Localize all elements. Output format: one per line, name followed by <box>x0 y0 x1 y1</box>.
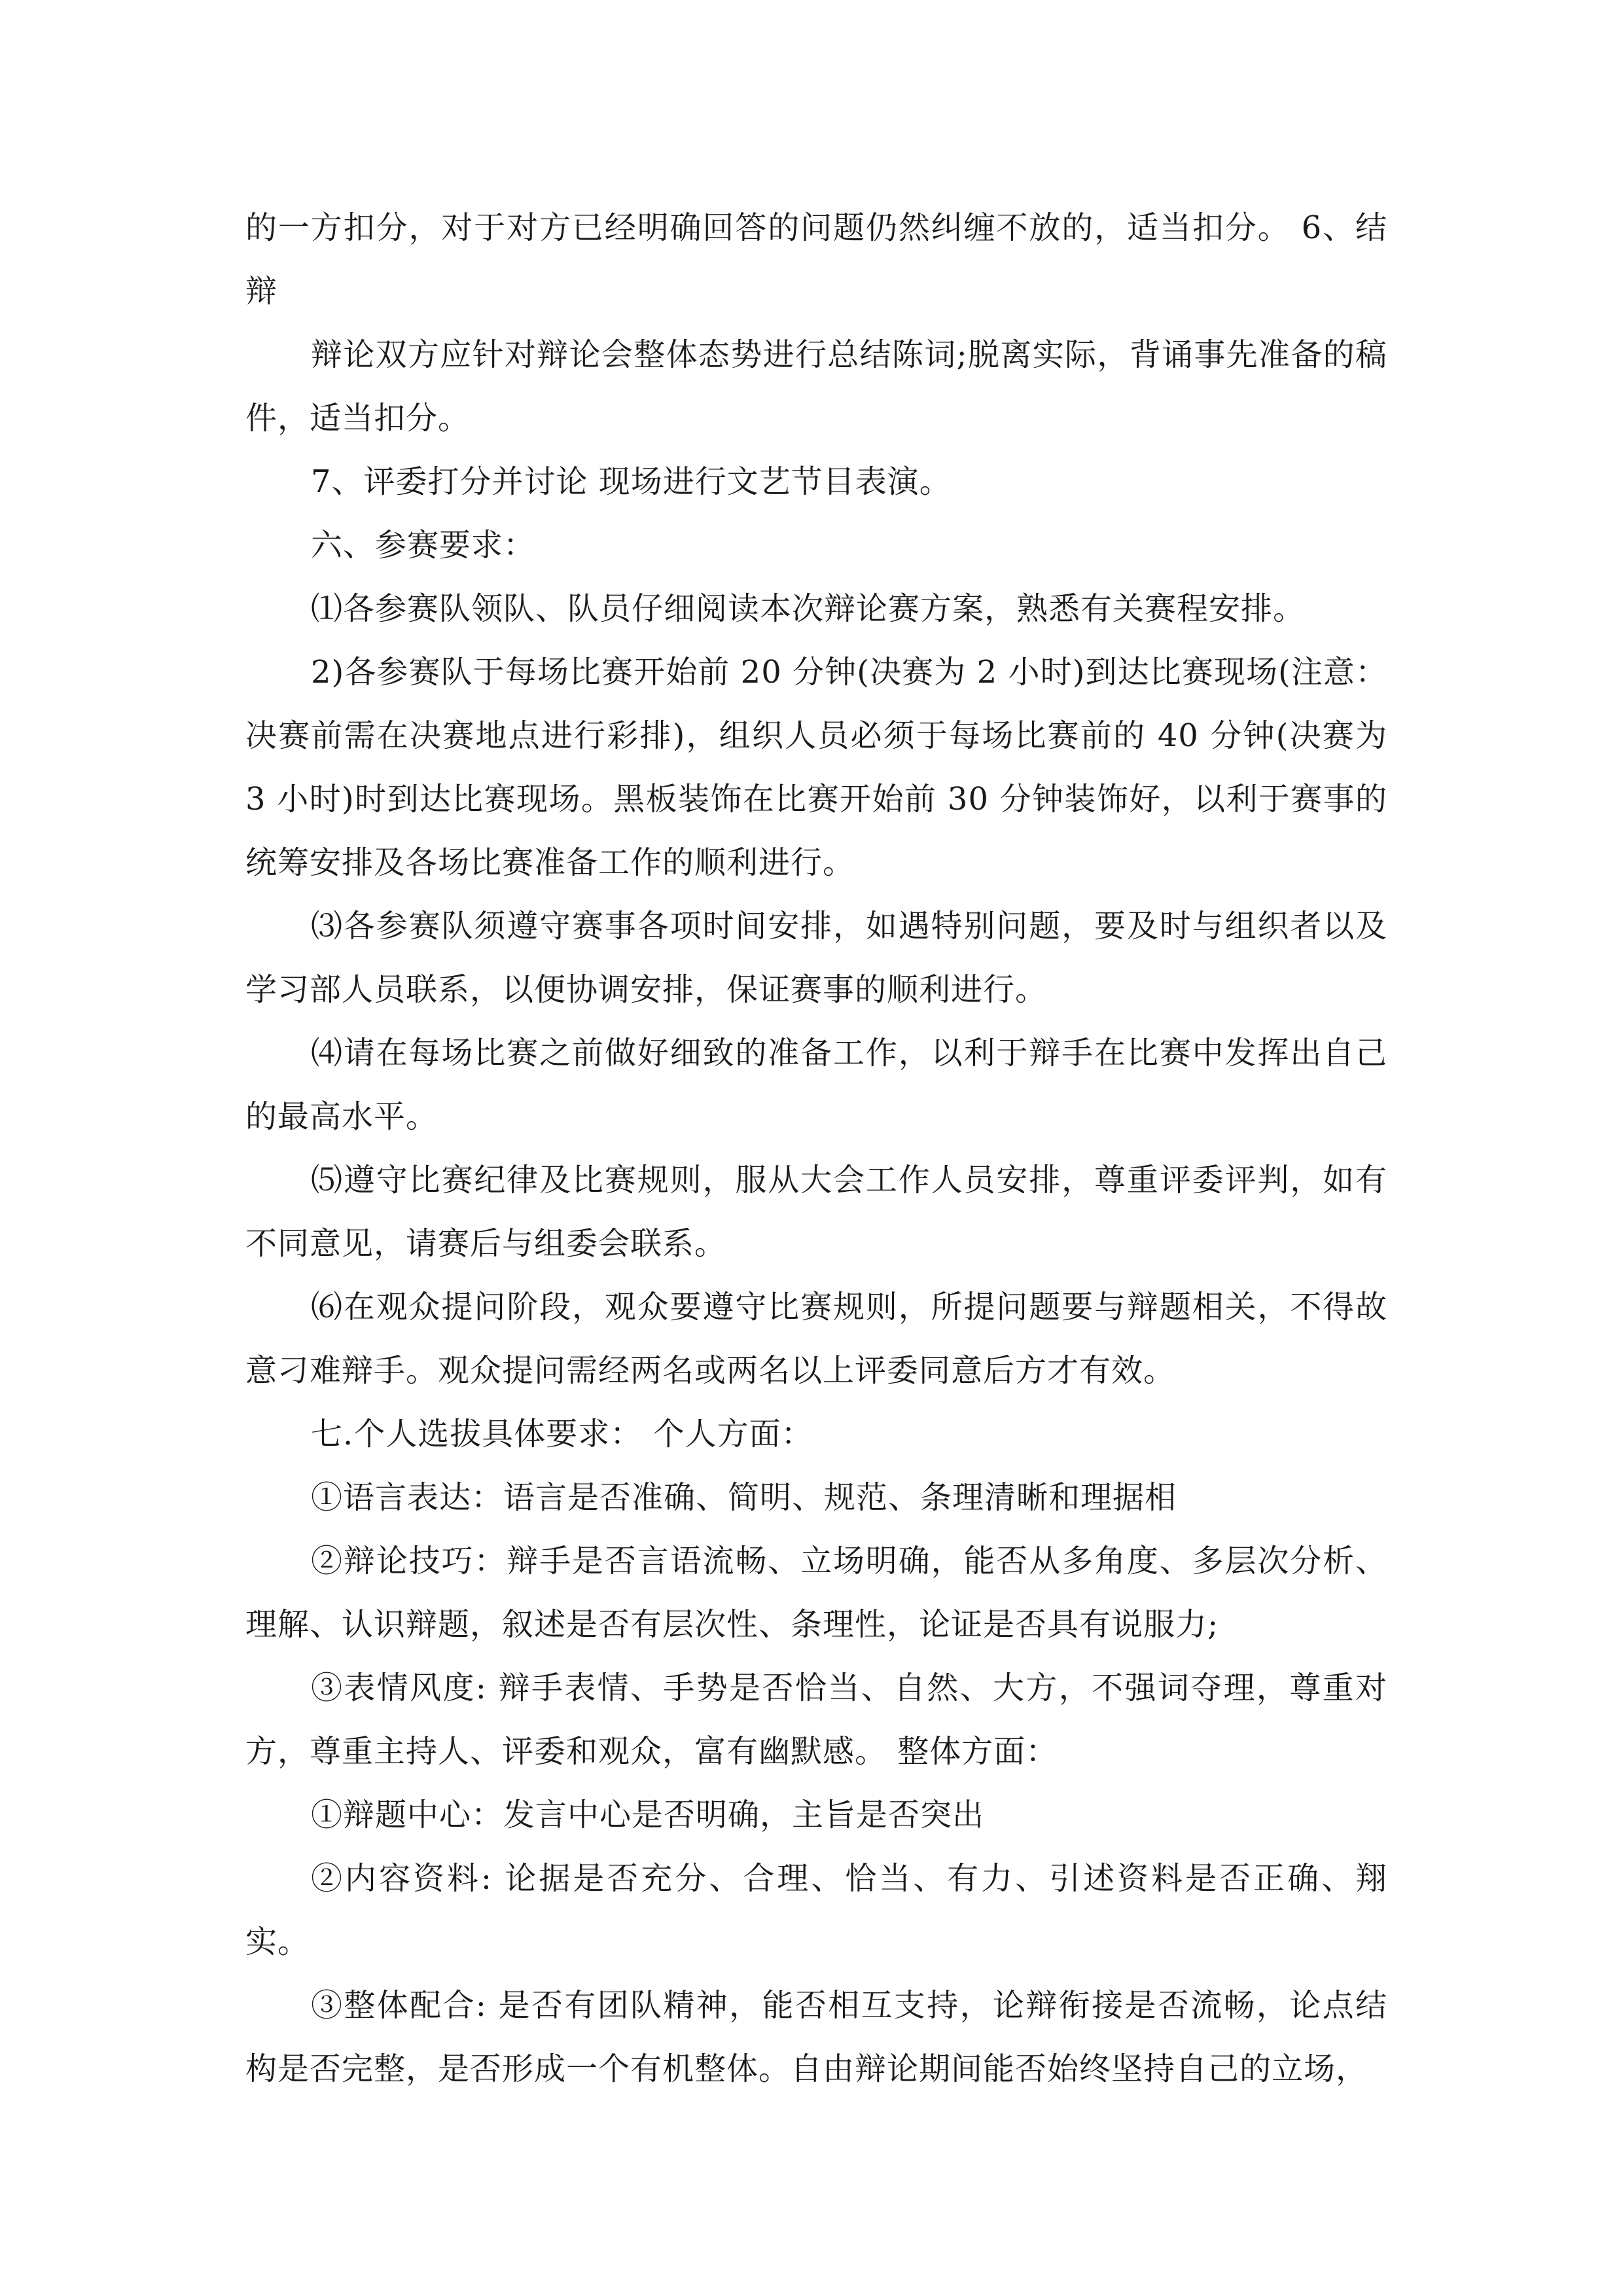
section-heading-requirements: 六、参赛要求： <box>311 527 536 564</box>
paragraph-requirement-5: ⑸遵守比赛纪律及比赛规则，服从大会工作人员安排，尊重评委评判，如有不同意见，请赛后与组委会联系。 <box>245 1162 1387 1262</box>
paragraph-language-expression: ①语言表达：语言是否准确、简明、规范、条理清晰和理据相 <box>311 1479 1177 1516</box>
section-heading-selection: 七.个人选拔具体要求： 个人方面： <box>311 1416 813 1452</box>
paragraph-demeanor: ③表情风度: 辩手表情、手势是否恰当、自然、大方，不强词夺理，尊重对方，尊重主持人、评委和观众，富有幽默感。 整体方面： <box>245 1670 1387 1770</box>
paragraph-judges-scoring: 7、评委打分并讨论 现场进行文艺节目表演。 <box>311 463 952 500</box>
paragraph-teamwork: ③整体配合: 是否有团队精神，能否相互支持，论辩衔接是否流畅，论点结构是否完整，是否形成一个有机整体。自由辩论期间能否始终坚持自己的立场， <box>245 1987 1387 2087</box>
paragraph-content-material: ②内容资料: 论据是否充分、合理、恰当、有力、引述资料是否正确、翔实。 <box>245 1860 1387 1960</box>
paragraph-rebuttal-end: 的一方扣分，对于对方已经明确回答的问题仍然纠缠不放的，适当扣分。 6、结辩 <box>245 209 1387 310</box>
paragraph-requirement-3: ⑶各参赛队须遵守赛事各项时间安排，如遇特别问题，要及时与组织者以及学习部人员联系，以便协调安排，保证赛事的顺利进行。 <box>245 908 1387 1008</box>
paragraph-requirement-6: ⑹在观众提问阶段，观众要遵守比赛规则，所提问题要与辩题相关，不得故意刁难辩手。观众提问需经两名或两名以上评委同意后方才有效。 <box>245 1289 1387 1389</box>
paragraph-requirement-1: ⑴各参赛队领队、队员仔细阅读本次辩论赛方案，熟悉有关赛程安排。 <box>311 590 1306 627</box>
paragraph-requirement-2: 2)各参赛队于每场比赛开始前 20 分钟(决赛为 2 小时)到达比赛现场(注意：决赛前需在决赛地点进行彩排)，组织人员必须于每场比赛前的 40 分钟(决赛为 3 小时)时到达比赛现场。黑板装饰在比赛开始前 30 分钟装饰好，以利于赛事的统筹安排及各场比赛准备工作的顺利进行。 <box>245 654 1387 881</box>
paragraph-debate-skills: ②辩论技巧：辩手是否言语流畅、立场明确，能否从多角度、多层次分析、理解、认识辩题，叙述是否有层次性、条理性，论证是否具有说服力; <box>245 1543 1387 1643</box>
paragraph-requirement-4: ⑷请在每场比赛之前做好细致的准备工作，以利于辩手在比赛中发挥出自己的最高水平。 <box>245 1035 1387 1135</box>
paragraph-topic-center: ①辩题中心：发言中心是否明确，主旨是否突出 <box>311 1797 985 1833</box>
paragraph-closing-statement: 辩论双方应针对辩论会整体态势进行总结陈词;脱离实际，背诵事先准备的稿件，适当扣分。 <box>245 336 1387 437</box>
document-body <box>245 196 1387 2101</box>
